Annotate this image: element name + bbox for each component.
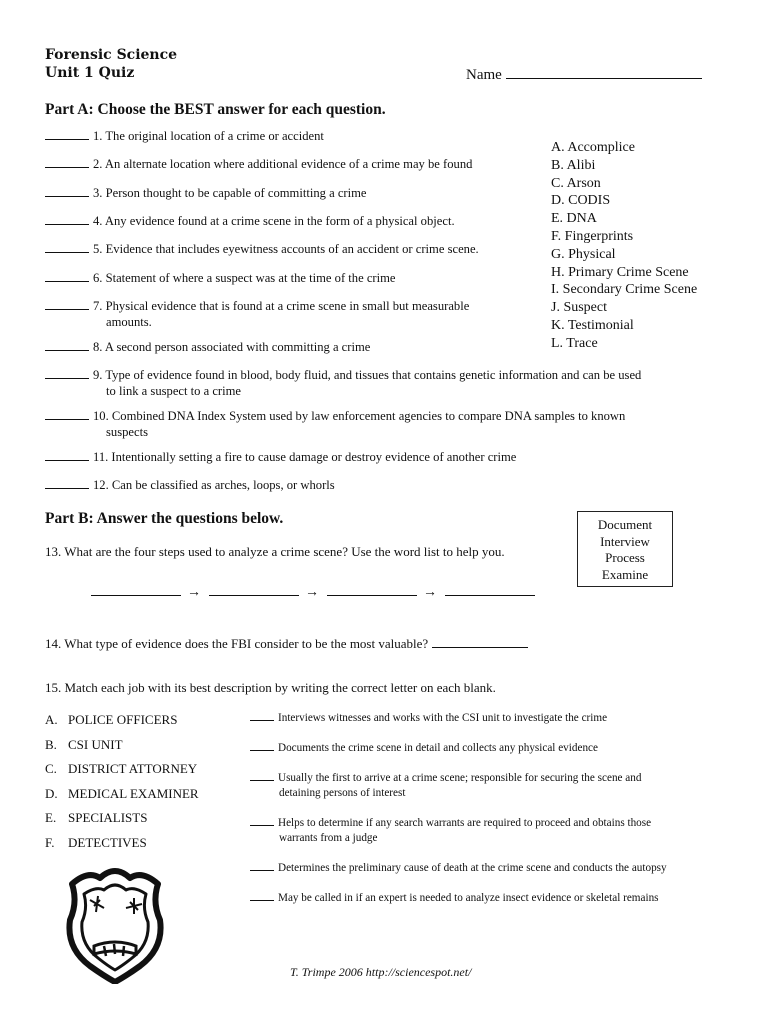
step-word: Process [605,550,645,566]
job-description: Determines the preliminary cause of death at the crime scene and conducts the autopsy [250,861,667,876]
step-blank-3[interactable] [327,583,417,596]
job-item: A. POLICE OFFICERS [45,712,178,727]
question-2: 2. An alternate location where additional evidence of a crime may be found [45,156,472,172]
question-1: 1. The original location of a crime or accident [45,128,324,144]
word-list-item: J. Suspect [551,300,607,316]
word-list-item: G. Physical [551,246,616,262]
word-list-item: A. Accomplice [551,140,635,155]
word-list-item: K. Testimonial [551,317,634,333]
name-field[interactable] [466,64,702,84]
step-word: Interview [600,533,650,549]
answer-blank[interactable] [45,298,89,310]
answer-blank[interactable] [432,635,528,648]
answer-blank[interactable] [45,128,89,140]
question-12: 12. Can be classified as arches, loops, or whorls [45,477,335,493]
step-blank-1[interactable] [91,583,181,596]
answer-blank[interactable] [45,408,89,420]
step-word: Document [597,517,653,532]
question-6: 6. Statement of where a suspect was at the time of the crime [45,270,396,286]
word-list-item: D. CODIS [551,193,611,209]
arrow-right-icon: → [305,585,319,600]
question-14: 14. What type of evidence does the FBI consider to be the most valuable? [45,635,528,652]
word-list-item: B. Alibi [551,157,596,173]
arrow-right-icon: → [187,585,201,600]
job-description: May be called in if an expert is needed to analyze insect evidence or skeletal remains [250,891,659,906]
word-list-item: E. DNA [551,211,597,227]
question-15: 15. Match each job with its best description by writing the correct letter on each blank. [45,680,496,695]
answer-blank[interactable] [45,270,89,282]
job-item: C. DISTRICT ATTORNEY [45,761,198,776]
arrow-right-icon: → [423,585,437,600]
step-blank-2[interactable] [209,583,299,596]
answer-blank[interactable] [45,185,89,197]
answer-blank[interactable] [45,213,89,225]
name-label: Name [466,67,502,83]
footer-credit: T. Trimpe 2006 http://sciencespot.net/ [290,965,472,979]
answer-blank[interactable] [45,339,89,351]
word-list-item: I. Secondary Crime Scene [551,282,698,298]
question-8: 8. A second person associated with committing a crime [45,339,370,355]
job-item: B. CSI UNIT [45,737,123,752]
police-badge-icon [60,862,170,984]
answer-blank[interactable] [250,711,274,721]
title-line-2: Unit 1 Quiz [45,65,135,81]
job-description: Documents the crime scene in detail and collects any physical evidence [250,741,598,756]
answer-blank[interactable] [45,367,89,379]
job-item: E. SPECIALISTS [45,810,148,825]
word-list-item: H. Primary Crime Scene [551,264,689,280]
question-13: 13. What are the four steps used to analyze a crime scene? Use the word list to help you. [45,544,505,559]
job-description: Usually the first to arrive at a crime scene; responsible for securing the scene and detaining persons of interest [250,771,641,801]
word-list-item: F. Fingerprints [551,228,634,244]
question-3: 3. Person thought to be capable of committing a crime [45,185,367,201]
title-line-1: Forensic Science [45,47,178,63]
question-11: 11. Intentionally setting a fire to cause damage or destroy evidence of another crime [45,449,516,465]
answer-blank[interactable] [250,891,274,901]
question-4: 4. Any evidence found at a crime scene in the form of a physical object. [45,213,455,229]
answer-blank[interactable] [45,477,89,489]
word-list-item: C. Arson [551,175,601,191]
answer-blank[interactable] [250,861,274,871]
name-blank[interactable] [506,64,702,79]
answer-blank[interactable] [45,156,89,168]
word-list-item: L. Trace [551,335,598,351]
question-9: 9. Type of evidence found in blood, body fluid, and tissues that contains genetic information and can be used to link a suspect to a crime [45,367,641,399]
job-description: Helps to determine if any search warrants are required to proceed and obtains those warrants from a judge [250,816,651,846]
answer-blank[interactable] [250,816,274,826]
answer-blank[interactable] [250,771,274,781]
step-blank-4[interactable] [445,583,535,596]
job-item: F. DETECTIVES [45,835,147,850]
word-list [551,139,697,353]
answer-blank[interactable] [45,241,89,253]
answer-blank[interactable] [45,449,89,461]
question-10: 10. Combined DNA Index System used by law enforcement agencies to compare DNA samples to known suspects [45,408,625,440]
step-word-box [577,511,673,587]
job-item: D. MEDICAL EXAMINER [45,786,199,801]
part-b-heading: Part B: Answer the questions below. [45,510,284,527]
step-word: Examine [601,566,649,582]
part-a-heading: Part A: Choose the BEST answer for each question. [45,101,386,118]
answer-blank[interactable] [250,741,274,751]
question-5: 5. Evidence that includes eyewitness accounts of an accident or crime scene. [45,241,479,257]
question-7: 7. Physical evidence that is found at a crime scene in small but measurable amounts. [45,298,469,330]
steps-answer-row [91,583,535,601]
job-description: Interviews witnesses and works with the CSI unit to investigate the crime [250,711,607,726]
